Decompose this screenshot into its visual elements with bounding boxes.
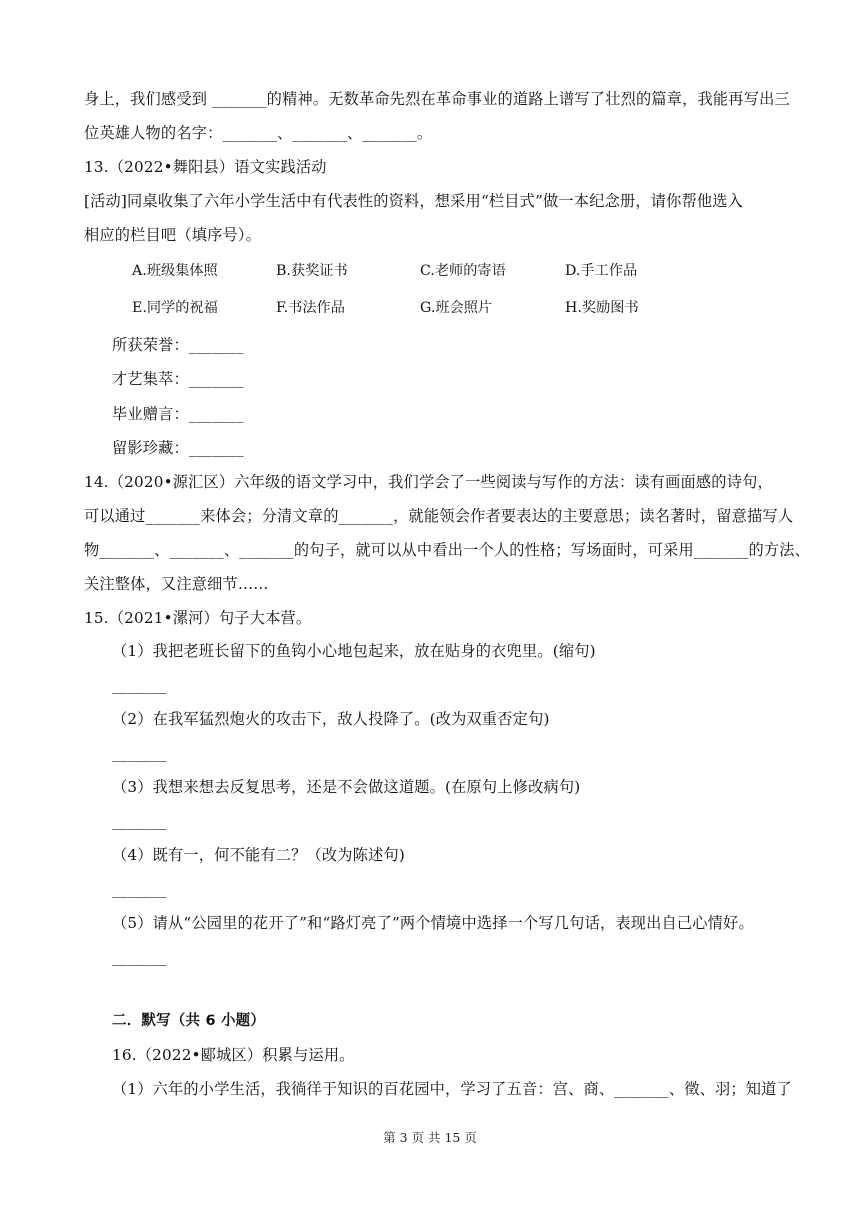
- question-14: 可以通过_______来体会；分清文章的_______，就能领会作者要表达的主要意思；读名著时，留意描写人: [84, 507, 794, 525]
- section-heading: 二．默写（共 6 小题）: [112, 1013, 266, 1029]
- question-16-item: （1）六年的小学生活，我徜徉于知识的百花园中，学习了五音：宫、商、_______、徵、羽；知道了: [112, 1080, 792, 1098]
- option-e: E.同学的祝福: [132, 300, 218, 316]
- question-15-item: （4）既有一，何不能有二？（改为陈述句): [112, 846, 405, 864]
- column-honor: 所获荣誉：_______: [112, 336, 244, 354]
- column-memory: 留影珍藏：_______: [112, 439, 244, 457]
- text-line: 身上，我们感受到 _______的精神。无数革命先烈在革命事业的道路上谱写了壮烈的篇章，我能再写出三: [84, 90, 790, 108]
- question-14: 14.（2020•源汇区）六年级的语文学习中，我们学会了一些阅读与写作的方法：读有画面感的诗句，: [84, 473, 773, 491]
- question-15-item: （2）在我军猛烈炮火的攻击下，敌人投降了。(改为双重否定句): [112, 710, 550, 728]
- question-15-item: （3）我想来想去反复思考，还是不会做这道题。(在原句上修改病句): [112, 778, 581, 796]
- question-13-activity: 相应的栏目吧（填序号）。: [84, 226, 262, 244]
- answer-blank: _______: [112, 676, 167, 694]
- question-15-title: 15.（2021•漯河）句子大本营。: [84, 609, 312, 627]
- question-16-title: 16.（2022•郾城区）积累与运用。: [112, 1046, 355, 1064]
- question-15-item: （5）请从“公园里的花开了”和“路灯亮了”两个情境中选择一个写几句话，表现出自己心情好。: [112, 914, 754, 932]
- option-h: H.奖励图书: [565, 300, 639, 316]
- option-c: C.老师的寄语: [420, 263, 506, 279]
- page-footer: 第 3 页 共 15 页: [383, 1130, 477, 1145]
- question-14: 物_______、_______、_______的句子，就可以从中看出一个人的性格；写场面时，可采用_______的方法、: [84, 541, 811, 559]
- option-b: B.获奖证书: [276, 263, 348, 279]
- answer-blank: _______: [112, 948, 167, 966]
- question-13-activity: [活动]同桌收集了六年小学生活中有代表性的资料，想采用“栏目式”做一本纪念册，请你帮他选入: [84, 192, 744, 210]
- column-talent: 才艺集萃：_______: [112, 370, 244, 388]
- question-15-item: （1）我把老班长留下的鱼钩小心地包起来，放在贴身的衣兜里。(缩句): [112, 642, 596, 660]
- answer-blank: _______: [112, 744, 167, 762]
- question-14: 关注整体，又注意细节……: [84, 575, 269, 593]
- question-13-title: 13.（2022•舞阳县）语文实践活动: [84, 158, 327, 176]
- answer-blank: _______: [112, 812, 167, 830]
- option-g: G.班会照片: [420, 300, 493, 316]
- answer-blank: _______: [112, 880, 167, 898]
- option-a: A.班级集体照: [132, 263, 218, 279]
- column-farewell: 毕业赠言：_______: [112, 405, 244, 423]
- text-line: 位英雄人物的名字：_______、_______、_______。: [84, 124, 433, 142]
- option-f: F.书法作品: [276, 300, 345, 316]
- option-d: D.手工作品: [565, 263, 638, 279]
